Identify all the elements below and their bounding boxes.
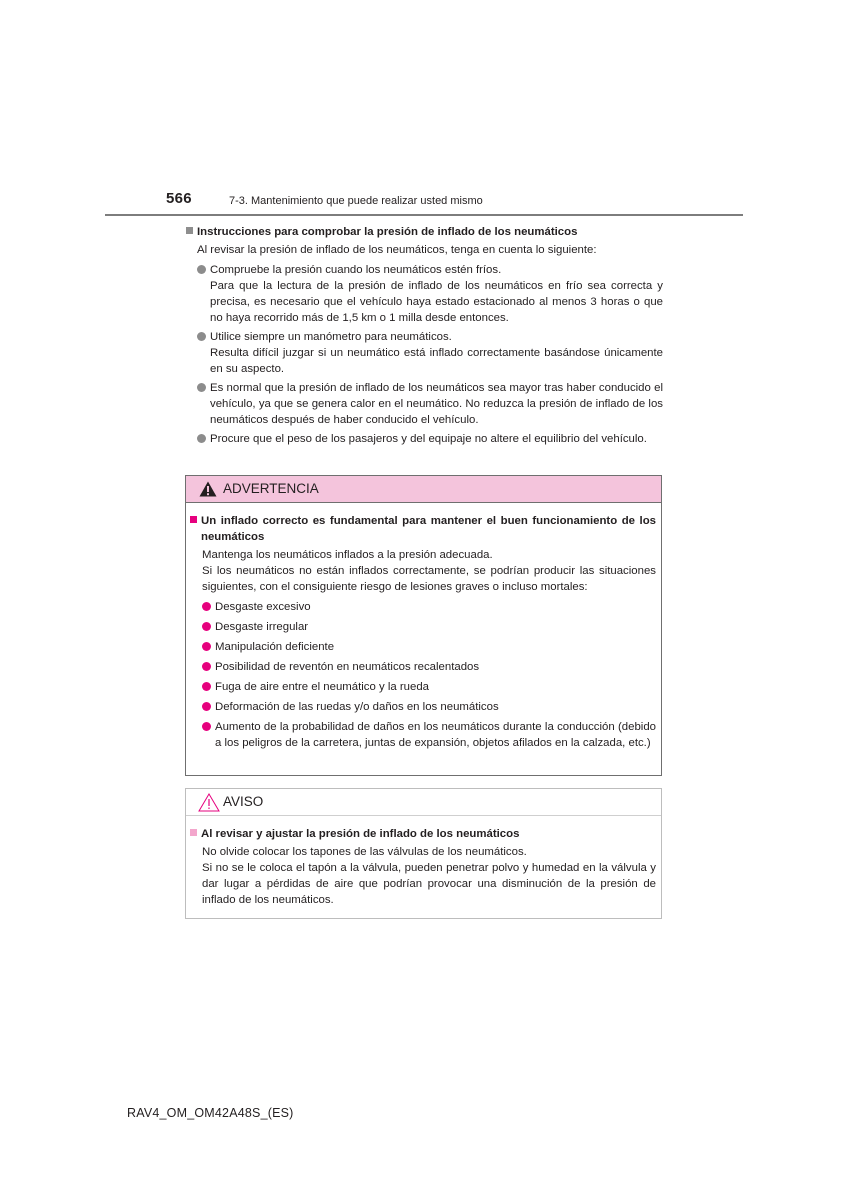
list-item-detail: Resulta difícil juzgar si un neumático está inflado correctamente basándose únicamente en su aspecto.	[210, 347, 663, 375]
circle-bullet-icon	[202, 682, 211, 691]
main-content	[186, 224, 663, 447]
square-bullet-icon	[186, 227, 193, 234]
footer-doc-code: RAV4_OM_OM42A48S_(ES)	[127, 1106, 294, 1120]
square-bullet-icon	[190, 516, 197, 523]
list-item-text: Aumento de la probabilidad de daños en los neumáticos durante la conducción (debido a los peligros de la carretera, juntas de expansión, objetos afilados en la calzada, etc.)	[215, 721, 656, 749]
circle-bullet-icon	[197, 265, 206, 274]
list-item	[202, 619, 656, 635]
list-item-text: Fuga de aire entre el neumático y la rueda	[215, 681, 430, 693]
notice-box	[185, 788, 662, 919]
list-item	[202, 659, 656, 675]
circle-bullet-icon	[202, 602, 211, 611]
list-item	[197, 262, 663, 326]
warning-header	[186, 476, 661, 503]
warning-heading-text: Un inflado correcto es fundamental para mantener el buen funcionamiento de los neumáticos	[201, 515, 656, 543]
circle-bullet-icon	[197, 332, 206, 341]
warning-intro-line: Mantenga los neumáticos inflados a la presión adecuada.	[202, 549, 493, 561]
notice-header	[186, 789, 661, 816]
list-item	[197, 329, 663, 377]
list-item	[202, 599, 656, 615]
notice-text	[190, 844, 656, 908]
warning-heading	[190, 513, 656, 545]
list-item-text: Desgaste irregular	[215, 621, 309, 633]
list-item	[197, 431, 663, 447]
warning-title: ADVERTENCIA	[223, 481, 319, 496]
list-item	[202, 699, 656, 715]
list-item-text: Manipulación deficiente	[215, 641, 335, 653]
warning-box	[185, 475, 662, 776]
notice-heading-text: Al revisar y ajustar la presión de inflado de los neumáticos	[201, 828, 520, 840]
list-item-title: Es normal que la presión de inflado de los neumáticos sea mayor tras haber conducido el vehículo, ya que se genera calor en el neumático. No reduzca la presión de inflado de los neumáticos después de haber conducido el vehículo.	[210, 382, 663, 426]
circle-bullet-icon	[197, 383, 206, 392]
circle-bullet-icon	[197, 434, 206, 443]
notice-body	[186, 816, 661, 908]
main-heading-text: Instrucciones para comprobar la presión de inflado de los neumáticos	[197, 226, 578, 238]
circle-bullet-icon	[202, 662, 211, 671]
list-item	[202, 639, 656, 655]
list-item-title: Compruebe la presión cuando los neumáticos estén fríos.	[210, 264, 502, 276]
warning-intro-line: Si los neumáticos no están inflados correctamente, se podrían producir las situaciones siguientes, con el consiguiente riesgo de lesiones graves o incluso mortales:	[202, 565, 656, 593]
circle-bullet-icon	[202, 622, 211, 631]
circle-bullet-icon	[202, 702, 211, 711]
list-item	[197, 380, 663, 428]
list-item	[202, 719, 656, 751]
list-item-detail: Para que la lectura de la presión de inflado de los neumáticos en frío sea correcta y precisa, es necesario que el vehículo haya estado estacionado al menos 3 horas o que no haya recorrido más de 1,5 km o 1 milla desde entonces.	[210, 280, 663, 324]
list-item-text: Posibilidad de reventón en neumáticos recalentados	[215, 661, 480, 673]
section-title: 7-3. Mantenimiento que puede realizar usted mismo	[229, 195, 483, 207]
main-intro: Al revisar la presión de inflado de los neumáticos, tenga en cuenta lo siguiente:	[197, 244, 597, 256]
page-number: 566	[166, 190, 192, 207]
warning-body	[186, 503, 661, 751]
list-item	[202, 679, 656, 695]
header-divider	[105, 214, 743, 216]
warning-intro	[190, 547, 656, 595]
list-item-title: Utilice siempre un manómetro para neumáticos.	[210, 331, 452, 343]
main-heading	[186, 224, 663, 240]
circle-bullet-icon	[202, 642, 211, 651]
square-bullet-icon	[190, 829, 197, 836]
warning-triangle-icon	[199, 481, 217, 497]
list-item-text: Deformación de las ruedas y/o daños en los neumáticos	[215, 701, 499, 713]
circle-bullet-icon	[202, 722, 211, 731]
notice-line: Si no se le coloca el tapón a la válvula, pueden penetrar polvo y humedad en la válvula y dar lugar a pérdidas de aire que podrían provocar una disminución de la presión de inflado de los neumáticos.	[202, 862, 656, 906]
warning-bullet-list	[190, 599, 656, 751]
notice-title: AVISO	[223, 794, 264, 809]
main-bullet-list	[186, 262, 663, 447]
notice-line: No olvide colocar los tapones de las válvulas de los neumáticos.	[202, 846, 527, 858]
list-item-title: Procure que el peso de los pasajeros y del equipaje no altere el equilibrio del vehículo.	[210, 433, 647, 445]
list-item-text: Desgaste excesivo	[215, 601, 311, 613]
caution-triangle-icon	[198, 793, 220, 812]
notice-heading	[190, 826, 656, 842]
